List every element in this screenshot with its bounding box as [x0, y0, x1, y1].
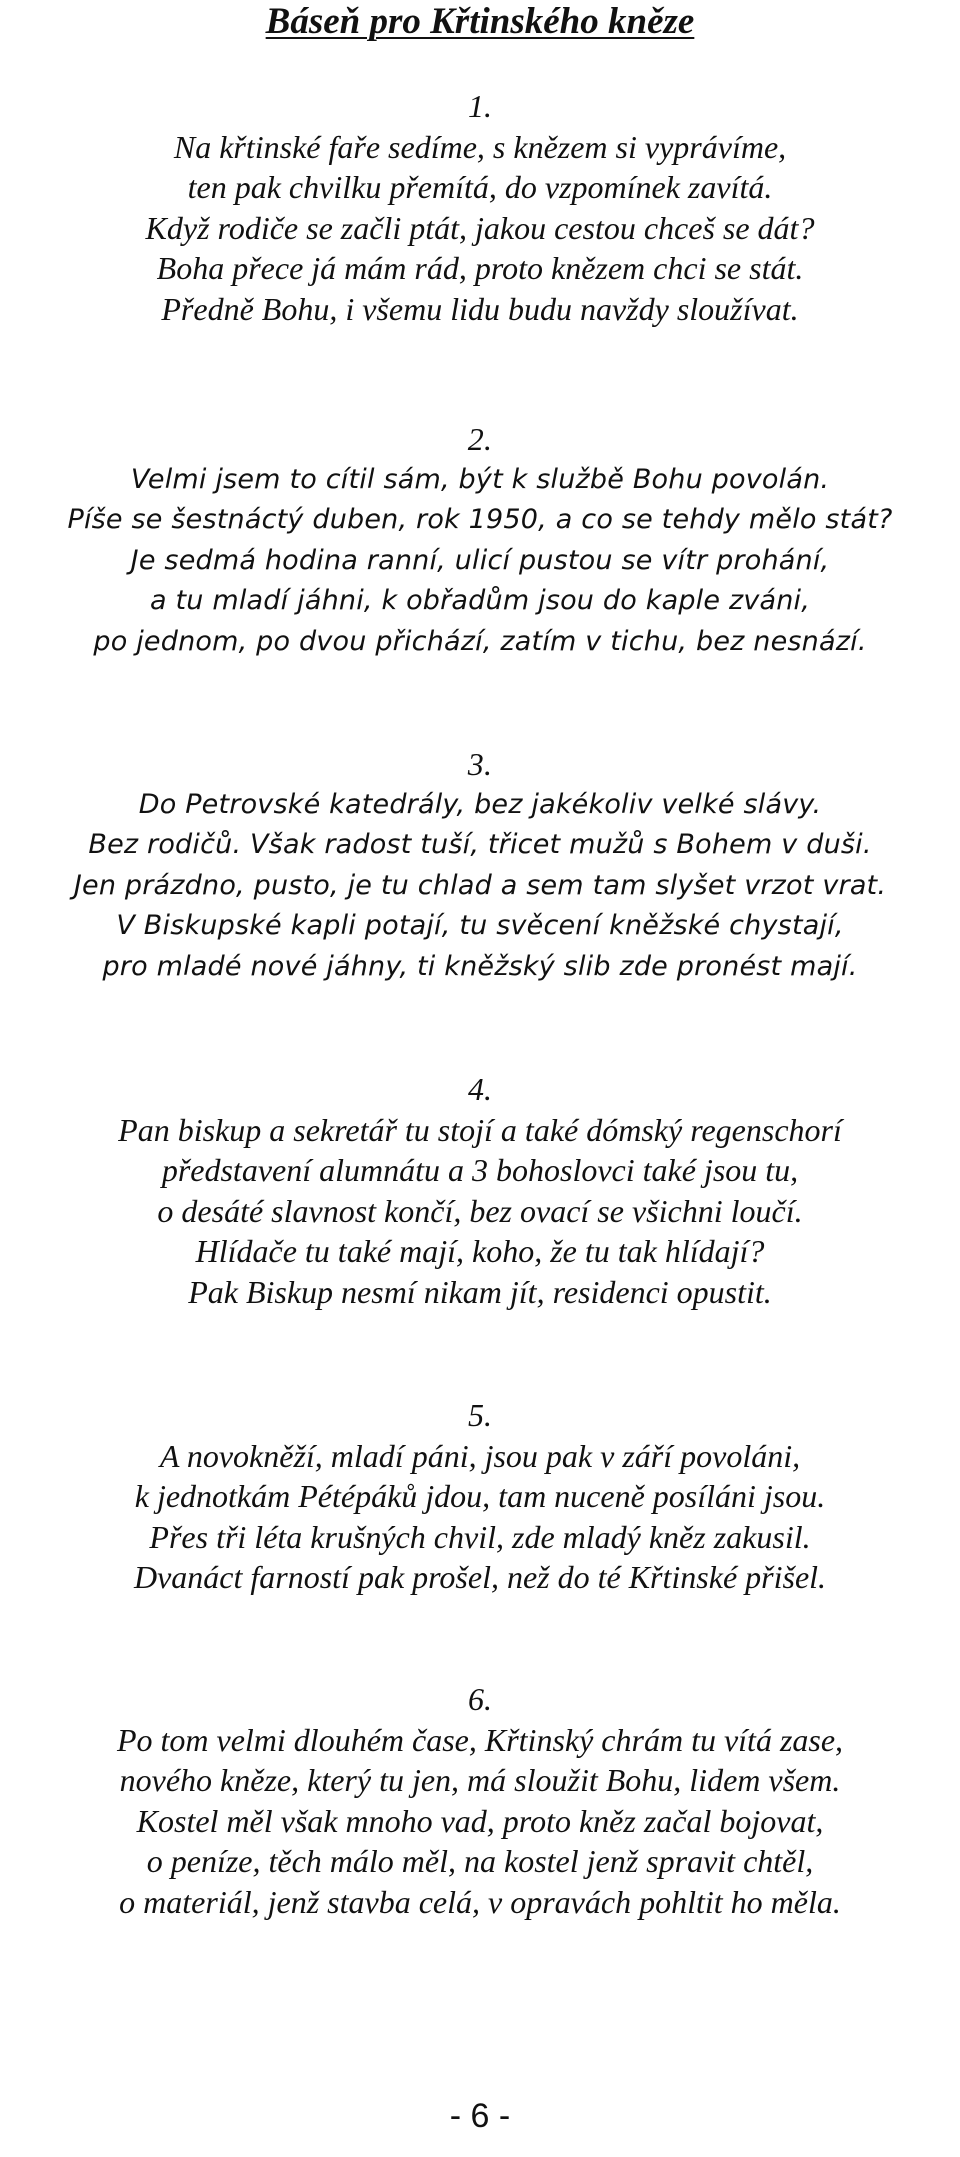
- poem-line: nového kněze, který tu jen, má sloužit Bohu, lidem všem.: [119, 1762, 841, 1798]
- poem-line: Píše se šestnáctý duben, rok 1950, a co se tehdy mělo stát?: [67, 504, 893, 535]
- stanza-4: [0, 1069, 960, 1312]
- stanza-number: 3.: [467, 746, 493, 782]
- stanza-3: [0, 744, 960, 987]
- poem-line: Bez rodičů. Však radost tuší, třicet mužů s Bohem v duši.: [88, 829, 872, 860]
- poem-line: V Biskupské kapli potají, tu svěcení kněžské chystají,: [116, 910, 844, 941]
- poem-line: Po tom velmi dlouhém čase, Křtinský chrám tu vítá zase,: [116, 1721, 844, 1758]
- poem-line: představení alumnátu a 3 bohoslovci také jsou tu,: [161, 1152, 799, 1188]
- poem-line: Na křtinské faře sedíme, s knězem si vyprávíme,: [173, 128, 787, 165]
- poem-line: A novokněží, mladí páni, jsou pak v září povoláni,: [159, 1437, 801, 1474]
- poem-line: k jednotkám Pétépáků jdou, tam nuceně posíláni jsou.: [134, 1478, 826, 1514]
- poem-line: Hlídače tu také mají, koho, že tu tak hlídají?: [195, 1233, 765, 1269]
- poem-line: o peníze, těch málo měl, na kostel jenž spravit chtěl,: [146, 1843, 814, 1879]
- poem-line: Dvanáct farností pak prošel, než do té Křtinské přišel.: [133, 1559, 827, 1595]
- stanza-5: [0, 1395, 960, 1598]
- poem-line: Velmi jsem to cítil sám, být k službě Bohu povolán.: [130, 463, 830, 495]
- poem-line: Pan biskup a sekretář tu stojí a také dómský regenschorí: [118, 1111, 842, 1148]
- stanza-number: 6.: [468, 1681, 492, 1717]
- poem-line: Když rodiče se začli ptát, jakou cestou chceš se dát?: [145, 209, 815, 246]
- poem-title: Báseň pro Křtinského kněze: [265, 1, 695, 42]
- stanza-6: [0, 1679, 960, 1922]
- poem-line: po jednom, po dvou přichází, zatím v tichu, bez nesnází.: [93, 625, 867, 657]
- stanza-number: 2.: [467, 421, 493, 457]
- stanza-number: 5.: [468, 1397, 492, 1433]
- stanza-number: 4.: [468, 1071, 492, 1107]
- poem-line: Do Petrovské katedrály, bez jakékoliv velké slávy.: [138, 788, 822, 820]
- poem-line: Boha přece já mám rád, proto knězem chci se stát.: [156, 250, 804, 286]
- stanza-number: 1.: [468, 88, 492, 124]
- stanza-2: [0, 419, 960, 662]
- poem-line: pro mladé nové jáhny, ti kněžský slib zde pronést mají.: [102, 950, 858, 982]
- poem-line: Předně Bohu, i všemu lidu budu navždy sloužívat.: [161, 290, 799, 327]
- poem-line: Kostel měl však mnoho vad, proto kněz začal bojovat,: [136, 1802, 824, 1839]
- poem-line: Je sedmá hodina ranní, ulicí pustou se vítr prohání,: [130, 544, 830, 576]
- poem-line: Jen prázdno, pusto, je tu chlad a sem tam slyšet vrzot vrat.: [73, 869, 887, 901]
- poem-line: Přes tři léta krušných chvil, zde mladý kněz zakusil.: [149, 1518, 811, 1555]
- poem-line: a tu mladí jáhni, k obřadům jsou do kaple zváni,: [149, 585, 811, 616]
- poem-line: ten pak chvilku přemítá, do vzpomínek zavítá.: [187, 169, 773, 205]
- poem-line: Pak Biskup nesmí nikam jít, residenci opustit.: [188, 1273, 772, 1310]
- stanza-1: [0, 86, 960, 329]
- page-number: - 6 -: [449, 2097, 511, 2135]
- poem-line: o desáté slavnost končí, bez ovací se všichni loučí.: [157, 1192, 803, 1229]
- poem-line: o materiál, jenž stavba celá, v opravách pohltit ho měla.: [119, 1883, 841, 1920]
